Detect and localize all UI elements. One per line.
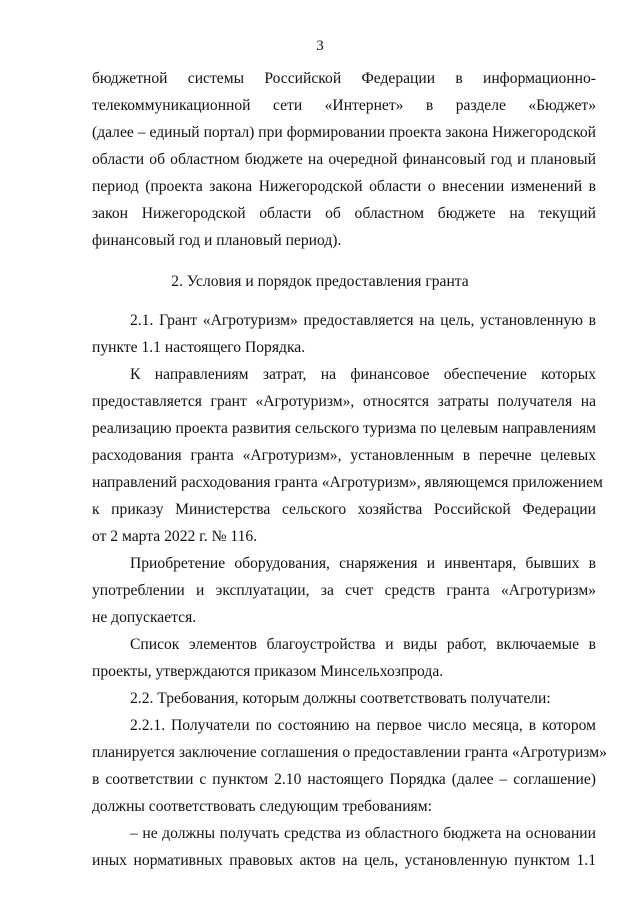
text-line: предоставляется грант «Агротуризм», относятся затраты получателя на — [92, 393, 596, 410]
text-line: К направлениям затрат, на финансовое обеспечение которых — [130, 366, 596, 383]
text-line: проекты, утверждаются приказом Минсельхозпрода. — [92, 663, 444, 680]
text-line: период (проекта закона Нижегородской области о внесении изменений в — [92, 178, 596, 195]
page-number: 3 — [316, 38, 324, 54]
text-line: 2.1. Грант «Агротуризм» предоставляется на цель, установленную в — [130, 312, 596, 329]
text-line: не допускается. — [92, 609, 197, 626]
text-line: пункте 1.1 настоящего Порядка. — [92, 339, 306, 356]
text-line: от 2 марта 2022 г. № 116. — [92, 528, 258, 545]
text-line: бюджетной системы Российской Федерации в информационно- — [92, 70, 596, 87]
text-line: иных нормативных правовых актов на цель, установленную пунктом 1.1 — [92, 852, 596, 869]
text-line: области об областном бюджете на очередной финансовый год и плановый — [92, 151, 596, 168]
text-line: в соответствии с пунктом 2.10 настоящего Порядка (далее – соглашение) — [92, 771, 596, 788]
text-line: планируется заключение соглашения о предоставлении гранта «Агротуризм» — [92, 744, 607, 761]
text-line: направлений расходования гранта «Агротуризм», являющемся приложением — [92, 474, 603, 491]
text-line: Список элементов благоустройства и виды работ, включаемые в — [130, 636, 596, 653]
text-line: Приобретение оборудования, снаряжения и инвентаря, бывших в — [130, 555, 596, 572]
section-heading: 2. Условия и порядок предоставления гранта — [171, 273, 469, 290]
text-line: к приказу Министерства сельского хозяйства Российской Федерации — [92, 501, 596, 518]
text-line: финансовый год и плановый период). — [92, 232, 342, 249]
text-line: телекоммуникационной сети «Интернет» в разделе «Бюджет» — [92, 97, 596, 114]
text-line: 2.2. Требования, которым должны соответствовать получатели: — [130, 690, 551, 707]
text-line: 2.2.1. Получатели по состоянию на первое число месяца, в котором — [130, 717, 596, 734]
text-line: должны соответствовать следующим требованиям: — [92, 798, 432, 815]
text-line: употреблении и эксплуатации, за счет средств гранта «Агротуризм» — [92, 582, 596, 599]
text-line: закон Нижегородской области об областном бюджете на текущий — [92, 205, 596, 222]
text-line: – не должны получать средства из областного бюджета на основании — [130, 825, 596, 842]
text-line: реализацию проекта развития сельского туризма по целевым направлениям — [92, 420, 596, 437]
text-line: расходования гранта «Агротуризм», установленным в перечне целевых — [92, 447, 596, 464]
text-line: (далее – единый портал) при формировании проекта закона Нижегородской — [92, 124, 596, 141]
